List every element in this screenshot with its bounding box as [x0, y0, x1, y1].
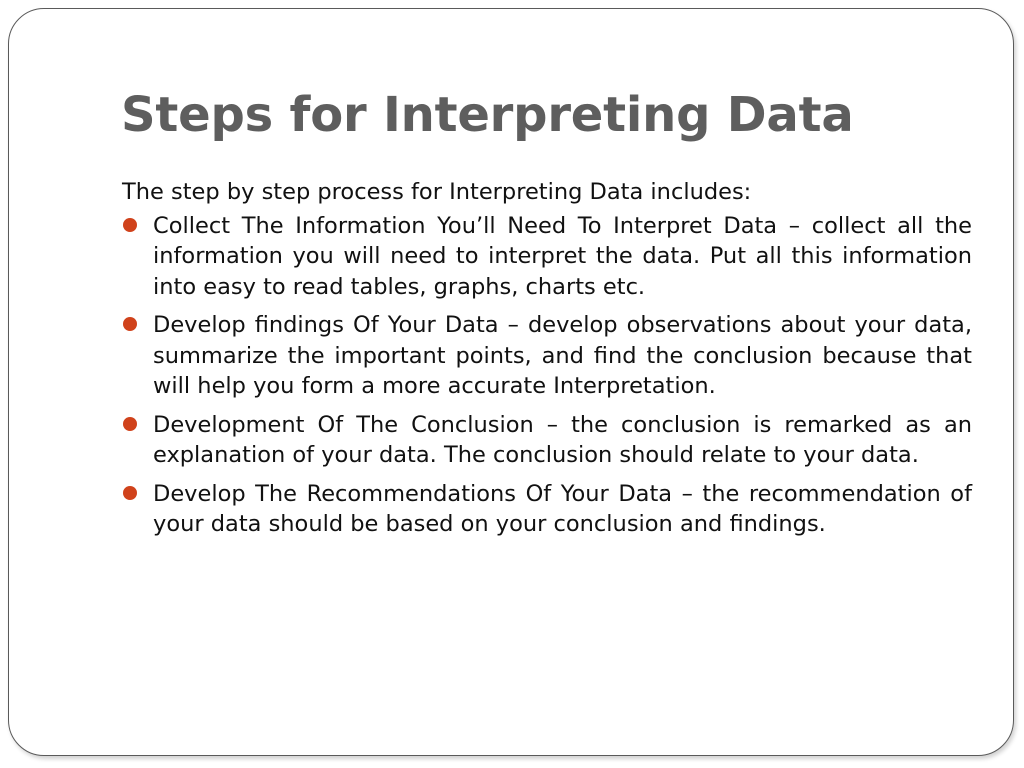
bullet-text: Collect The Information You’ll Need To Interpret Data – collect all the information you will need to interpret the data. Put all this information into easy to read tables, graphs, charts etc.	[153, 212, 972, 300]
slide-frame	[8, 8, 1014, 756]
bullet-item	[122, 211, 972, 303]
bullet-dot-icon	[123, 218, 137, 232]
bullet-item	[122, 310, 972, 402]
bullet-text: Develop The Recommendations Of Your Data – the recommendation of your data should be based on your conclusion and findings.	[153, 480, 972, 537]
bullet-item	[122, 410, 972, 471]
bullet-list	[122, 211, 972, 540]
slide-title: Steps for Interpreting Data	[121, 87, 854, 143]
bullet-dot-icon	[123, 417, 137, 431]
bullet-item	[122, 479, 972, 540]
bullet-dot-icon	[123, 317, 137, 331]
slide-body	[122, 177, 972, 548]
bullet-dot-icon	[123, 486, 137, 500]
intro-text: The step by step process for Interpreting Data includes:	[122, 179, 752, 205]
bullet-text: Development Of The Conclusion – the conclusion is remarked as an explanation of your data. The conclusion should relate to your data.	[153, 411, 972, 468]
bullet-text: Develop findings Of Your Data – develop observations about your data, summarize the important points, and find the conclusion because that will help you form a more accurate Interpretation.	[153, 312, 972, 399]
